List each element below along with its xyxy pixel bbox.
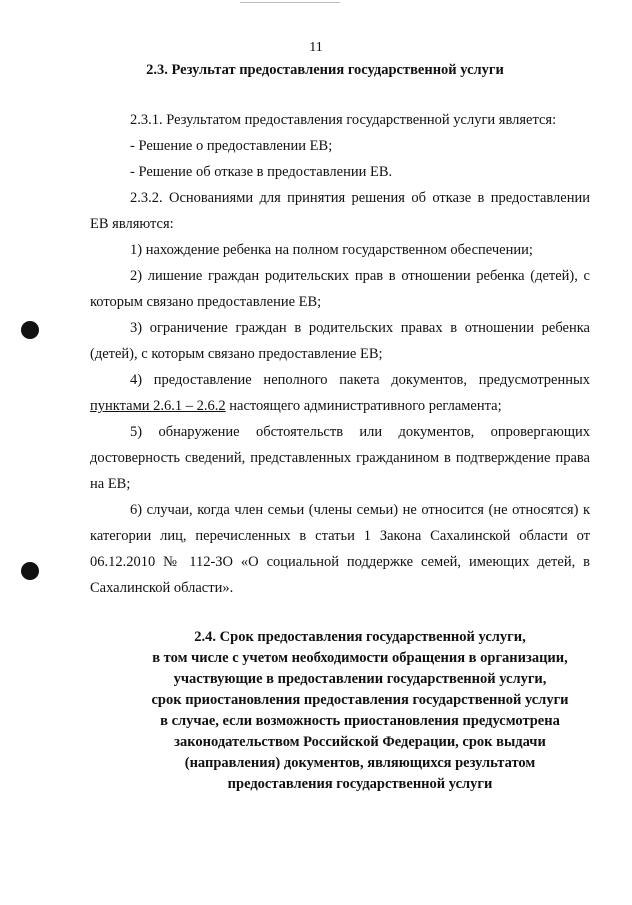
refusal-item-4 [90,367,590,419]
section-heading-2-3: 2.3. Результат предоставления государственной услуги [146,62,504,78]
section-heading-2-4 [120,627,600,795]
heading-line: законодательством Российской Федерации, срок выдачи [174,734,546,750]
heading-line: в случае, если возможность приостановления предусмотрена [160,713,560,729]
refusal-item-6: 6) случаи, когда член семьи (члены семьи) не относится (не относятся) к категории лиц, перечисленных в статьи 1 Закона Сахалинской области от 06.12.2010 № 112-ЗО «О социальной поддержке семей, имеющих детей, в Сахалинской области». [90,502,590,596]
refusal-item-5: 5) обнаружение обстоятельств или документов, опровергающих достоверность сведений, представленных гражданином в подтверждение права на ЕВ; [90,424,590,492]
paragraph-2-3-1: 2.3.1. Результатом предоставления государственной услуги является: [130,112,557,128]
binder-hole-mark [21,321,39,339]
heading-line: срок приостановления предоставления государственной услуги [151,692,569,708]
paragraph-2-3-2: 2.3.2. Основаниями для принятия решения об отказе в предоставлении ЕВ являются: [90,190,590,232]
refusal-item-4-text-a: 4) предоставление неполного пакета документов, предусмотренных [130,372,590,388]
page-number: 11 [309,40,323,55]
heading-line: (направления) документов, являющихся результатом [184,755,536,771]
regulation-points-link[interactable]: пунктами 2.6.1 – 2.6.2 [90,398,226,414]
refusal-item-2: 2) лишение граждан родительских прав в отношении ребенка (детей), с которым связано предоставление ЕВ; [90,268,590,310]
binder-hole-mark [21,562,39,580]
result-item-grant: - Решение о предоставлении ЕВ; [130,138,333,154]
heading-line: участвующие в предоставлении государственной услуги, [173,671,547,687]
result-item-refuse: - Решение об отказе в предоставлении ЕВ. [130,164,393,180]
refusal-item-1: 1) нахождение ребенка на полном государственном обеспечении; [130,242,533,258]
heading-line: предоставления государственной услуги [227,776,493,792]
refusal-item-4-text-b: настоящего административного регламента; [225,398,502,414]
heading-line: 2.4. Срок предоставления государственной услуги, [194,629,526,645]
heading-line: в том числе с учетом необходимости обращения в организации, [152,650,568,666]
refusal-item-3: 3) ограничение граждан в родительских правах в отношении ребенка (детей), с которым связано предоставление ЕВ; [90,320,590,362]
scan-edge-line [240,2,340,3]
